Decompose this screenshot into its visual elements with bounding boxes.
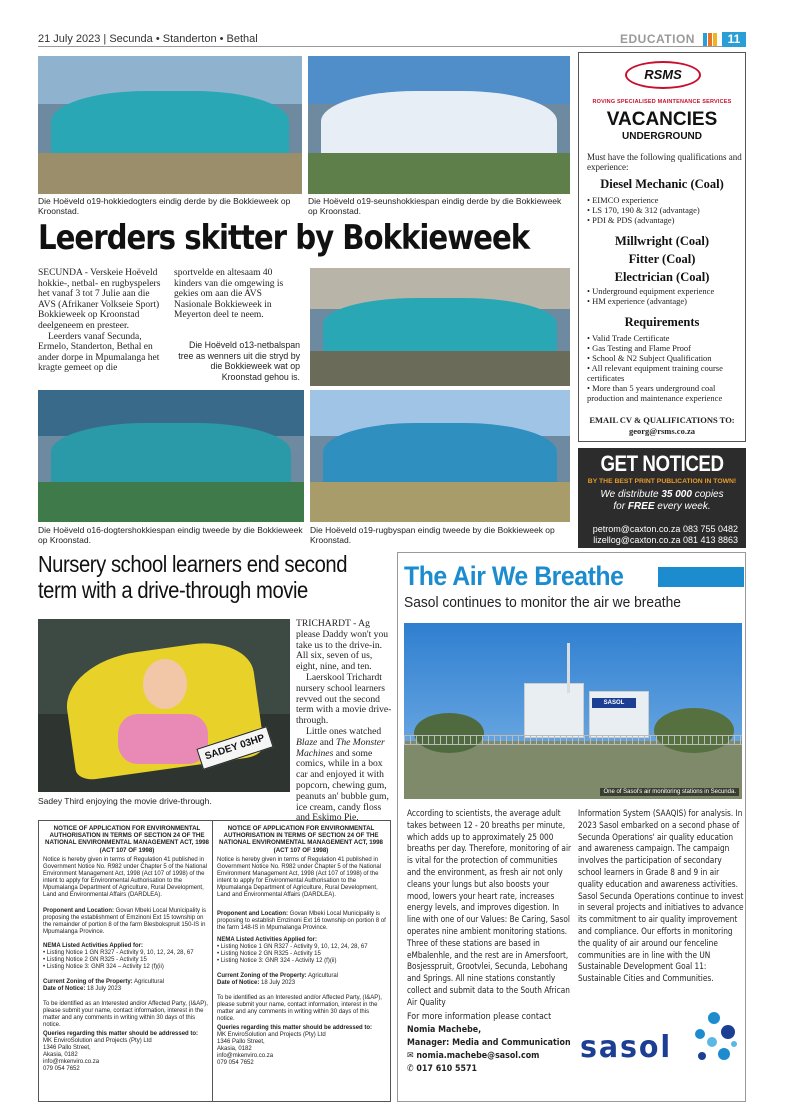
photo-caption: Sadey Third enjoying the movie drive-through. <box>38 796 212 806</box>
job-title: Diesel Mechanic (Coal) <box>600 177 724 191</box>
photo-o19-girls-hockey <box>38 56 302 194</box>
photo-caption: Die Hoëveld o19-hokkiedogters eindig derde by die Bokkieweek op Kroonstad. <box>38 196 291 216</box>
photo-o13-netball <box>310 268 570 386</box>
get-noticed-subtitle: BY THE BEST PRINT PUBLICATION IN TOWN! <box>587 478 737 485</box>
issue-date-line: 21 July 2023 | Secunda • Standerton • Bethal <box>38 33 258 45</box>
get-noticed-ad <box>578 448 746 548</box>
email-icon: ✉ <box>407 1051 417 1061</box>
vacancies-subtitle: UNDERGROUND <box>622 131 702 142</box>
job1-requirements: • EIMCO experience • LS 170, 190 & 312 (advantage) • PDI & PDS (advantage) <box>587 195 745 225</box>
environmental-notice-2: NOTICE OF APPLICATION FOR ENVIRONMENTAL AUTHORISATION IN TERMS OF SECTION 24 OF THE NATIONAL ENVIRONMENTAL MANAGEMENT ACT, 1998 (ACT 107 OF 1998) Notice is hereby given in terms of Regulation 41 published in Government Notice No. R982 under Chapter 5 of the National Environment Management Act, 1998 (Act 107 of 1998) of the intent to apply for Environmental Authorisation to the Mpumalanga Department of Agriculture, Rural Development, Land and Environmental Affairs (DARDLEA). Proponent and Location: Govan Mbeki Local Municipality is proposing to establish Emzinoni Ext 16 township on portion 8 of the farm 148-IS in Mpumalanga Province. NEMA Listed Activities Applied for: • Listing Notice 1 GN R327 - Activity 9, 10, 12, 24, 28, 67 • Listing Notice 2 GN R325 - Activity 15 • Listing Notice 3: GNR 324 - Activity 12 (f)(ii) Current Zoning of the Property: Agricultural Date of Notice: 18 July 2023 To be identified as an Interested and/or Affected Party, (I&AP), please submit your name, contact information, interest in the matter and any comments in writing within 30 days of this notice. Queries regarding this matter should be addressed to: MK EnviroSolution and Projects (Pty) Ltd 1346 Pallo Street, Akasia, 0182 info@mkenviro.co.za 079 054 7652 <box>212 820 391 1102</box>
photo-o19-boys-hockey <box>308 56 570 194</box>
sasol-molecule-icon <box>690 1010 740 1070</box>
job234-requirements: • Underground equipment experience • HM experience (advantage) <box>587 286 745 306</box>
sasol-body-col1: According to scientists, the average adult takes between 12 - 20 breaths per minute, which adds up to approximately 25 000 breaths per day. Therefore, monitoring of air is vital for the protection of communities and the environment, as fresh air not only cleans your lungs but also boosts your mood, lowers your heart rate, increases energy levels, and improves digestion. In line with one of our Values: Be Caring, Sasol operates nine ambient monitoring stations. Three of these stations are based in eMbalenhle, and the rest are in Amersfoort, Bosjesspruit, Grootvlei, Secunda, Lebohang and Springs. All nine stations constantly collect and submit data to the South African Air Quality <box>407 808 572 1007</box>
sasol-title: The Air We Breathe <box>404 561 624 591</box>
vacancies-intro: Must have the following qualifications and experience: <box>587 152 742 172</box>
photo-caption: Die Hoëveld o19-rugbyspan eindig tweede by die Bokkieweek op Kroonstad. <box>310 525 555 545</box>
page-number: 11 <box>722 32 746 47</box>
header-rule <box>38 46 744 47</box>
air-monitoring-station-photo <box>404 623 742 799</box>
car-plate: SADEY 03HP <box>196 726 273 770</box>
title-accent-bar <box>658 567 744 587</box>
requirements-list: • Valid Trade Certificate • Gas Testing and Flame Proof • School & N2 Subject Qualification • All relevant equipment training course certificates • More than 5 years underground coal production and maintenance experience <box>587 333 745 403</box>
contact-email[interactable]: nomia.machebe@sasol.com <box>416 1051 540 1061</box>
photo-caption: Die Hoëveld o13-netbalspan tree as wenners uit die stryd by die Bokkieweek wat op Kroonstad gehou is. <box>178 340 300 382</box>
photo-caption: Die Hoëveld o16-dogtershokkiespan eindig tweede by die Bokkieweek op Kroonstad. <box>38 525 303 545</box>
rsms-vacancies-ad <box>578 52 746 442</box>
email-label: EMAIL CV & QUALIFICATIONS TO: <box>589 415 735 425</box>
environmental-notice-1: NOTICE OF APPLICATION FOR ENVIRONMENTAL AUTHORISATION IN TERMS OF SECTION 24 OF THE NATIONAL ENVIRONMENTAL MANAGEMENT ACT, 1998 (ACT 107 OF 1998) Notice is hereby given in terms of Regulation 41 published in Government Notice No. R982 under Chapter 5 of the National Environment Management Act, 1998 (Act 107 of 1998) of the intent to apply for Environmental Authorisation to the Mpumalanga Department of Agriculture, Rural Development, Land and Environmental Affairs (DARDLEA). Proponent and Location: Govan Mbeki Local Municipality is proposing the establishment of Emzinoni Ext 15 township on the remainder of portion 8 of the farm Blesbokspruit 150-IS in Mpumalanga Province. NEMA Listed Activities Applied for: • Listing Notice 1 GN R327 - Activity 9, 10, 12, 24, 28, 67 • Listing Notice 2 GN R325 - Activity 15 • Listing Notice 3: GNR 324 – Activity 12 (f)(ii) Current Zoning of the Property: Agricultural Date of Notice: 18 July 2023 To be identified as an Interested and/or Affected Party, (I&AP), please submit your name, contact information, interest in the matter and any comments in writing within 30 days of this notice. Queries regarding this matter should be addressed to: MK EnviroSolution and Projects (Pty) Ltd 1346 Pallo Street, Akasia, 0182 info@mkenviro.co.za 079 054 7652 <box>38 820 213 1102</box>
photo-caption: One of Sasol's air monitoring stations in Secunda. <box>600 788 739 796</box>
vacancies-title: VACANCIES <box>606 109 718 130</box>
photo-drive-through-car <box>38 619 290 792</box>
email-address[interactable]: georg@rsms.co.za <box>629 426 695 436</box>
contact-line[interactable]: lizellog@caxton.co.za 081 413 8863 <box>593 535 738 545</box>
nursery-body: TRICHARDT - Ag please Daddy won't you take us to the drive-in. All six, seven of us, eight, nine, and ten. Laerskool Trichardt nursery school learners revved out the second term with a movie drive-through. Little ones watched Blaze and The Monster Machines and some comics, while in a box car and enjoyed it with popcorn, chewing gum, peanuts an' bubble gum, ice cream, candy floss and Eskimo Pie. <box>296 618 392 824</box>
rsms-logo: RSMS <box>625 61 701 89</box>
job-title: Fitter (Coal) <box>628 252 696 266</box>
phone-icon: ✆ <box>407 1064 417 1074</box>
distribution-text: We distribute 35 000 copies for FREE every week. <box>600 489 724 512</box>
job-title: Electrician (Coal) <box>614 270 710 284</box>
photo-o19-rugby <box>310 390 570 522</box>
article-body-col1: SECUNDA - Verskeie Hoëveld hokkie-, netbal- en rugbyspelers het vanaf 3 tot 7 Julie aan die AVS (Afrikaner Volkseie Sport) Bokkieweek op Kroonstad deelgeneem en presteer. Leerders vanaf Secunda, Ermelo, Standerton, Bethal en ander dorpe in Mpumalanga het kragte gemeet op die <box>38 268 161 374</box>
requirements-title: Requirements <box>624 315 700 329</box>
section-color-bars <box>703 33 717 46</box>
sasol-contact: For more information please contact Nomia Machebe, Manager: Media and Communication ✉ nomia.machebe@sasol.com ✆ 017 610 5571 <box>407 1012 571 1074</box>
photo-o16-girls-hockey <box>38 390 304 522</box>
article-body-col2: sportvelde en altesaam 40 kinders van die omgewing is gekies om aan die AVS Nasionale Bokkieweek in Meyerton deel te neem. <box>174 268 284 321</box>
photo-caption: Die Hoëveld o19-seunshokkiespan eindig derde by die Bokkieweek op Kroonstad. <box>308 196 562 216</box>
sasol-body-col2: Information System (SAAQIS) for analysis. In 2023 Sasol embarked on a second phase of Secunda Operations' air quality education and awareness campaign. The campaign involves the participation of secondary school learners in Grade 8 and 9 in air quality education and awareness activities. Sasol Secunda Operations continue to invest in several projects and initiatives to advance its commitment to air quality improvement and compliance. Our efforts in monitoring the quality of air around our fenceline communities are in line with the UN Sustainable Development Goal 11: Sustainable Cities and Communities. <box>578 808 744 984</box>
rsms-tagline: ROVING SPECIALISED MAINTENANCE SERVICES <box>592 99 732 105</box>
article-headline: Leerders skitter by Bokkieweek <box>38 218 530 258</box>
get-noticed-title: GET NOTICED <box>600 451 724 476</box>
job-title: Millwright (Coal) <box>614 234 710 248</box>
contact-phone[interactable]: 017 610 5571 <box>416 1064 478 1074</box>
nursery-headline: Nursery school learners end second term with a drive-through movie <box>38 551 348 603</box>
sasol-logo: sasol <box>580 1030 673 1065</box>
contact-line[interactable]: petrom@caxton.co.za 083 755 0482 <box>592 524 738 534</box>
station-sign: SASOL <box>592 698 636 708</box>
section-label: EDUCATION <box>620 32 695 46</box>
sasol-subtitle: Sasol continues to monitor the air we breathe <box>404 594 681 611</box>
